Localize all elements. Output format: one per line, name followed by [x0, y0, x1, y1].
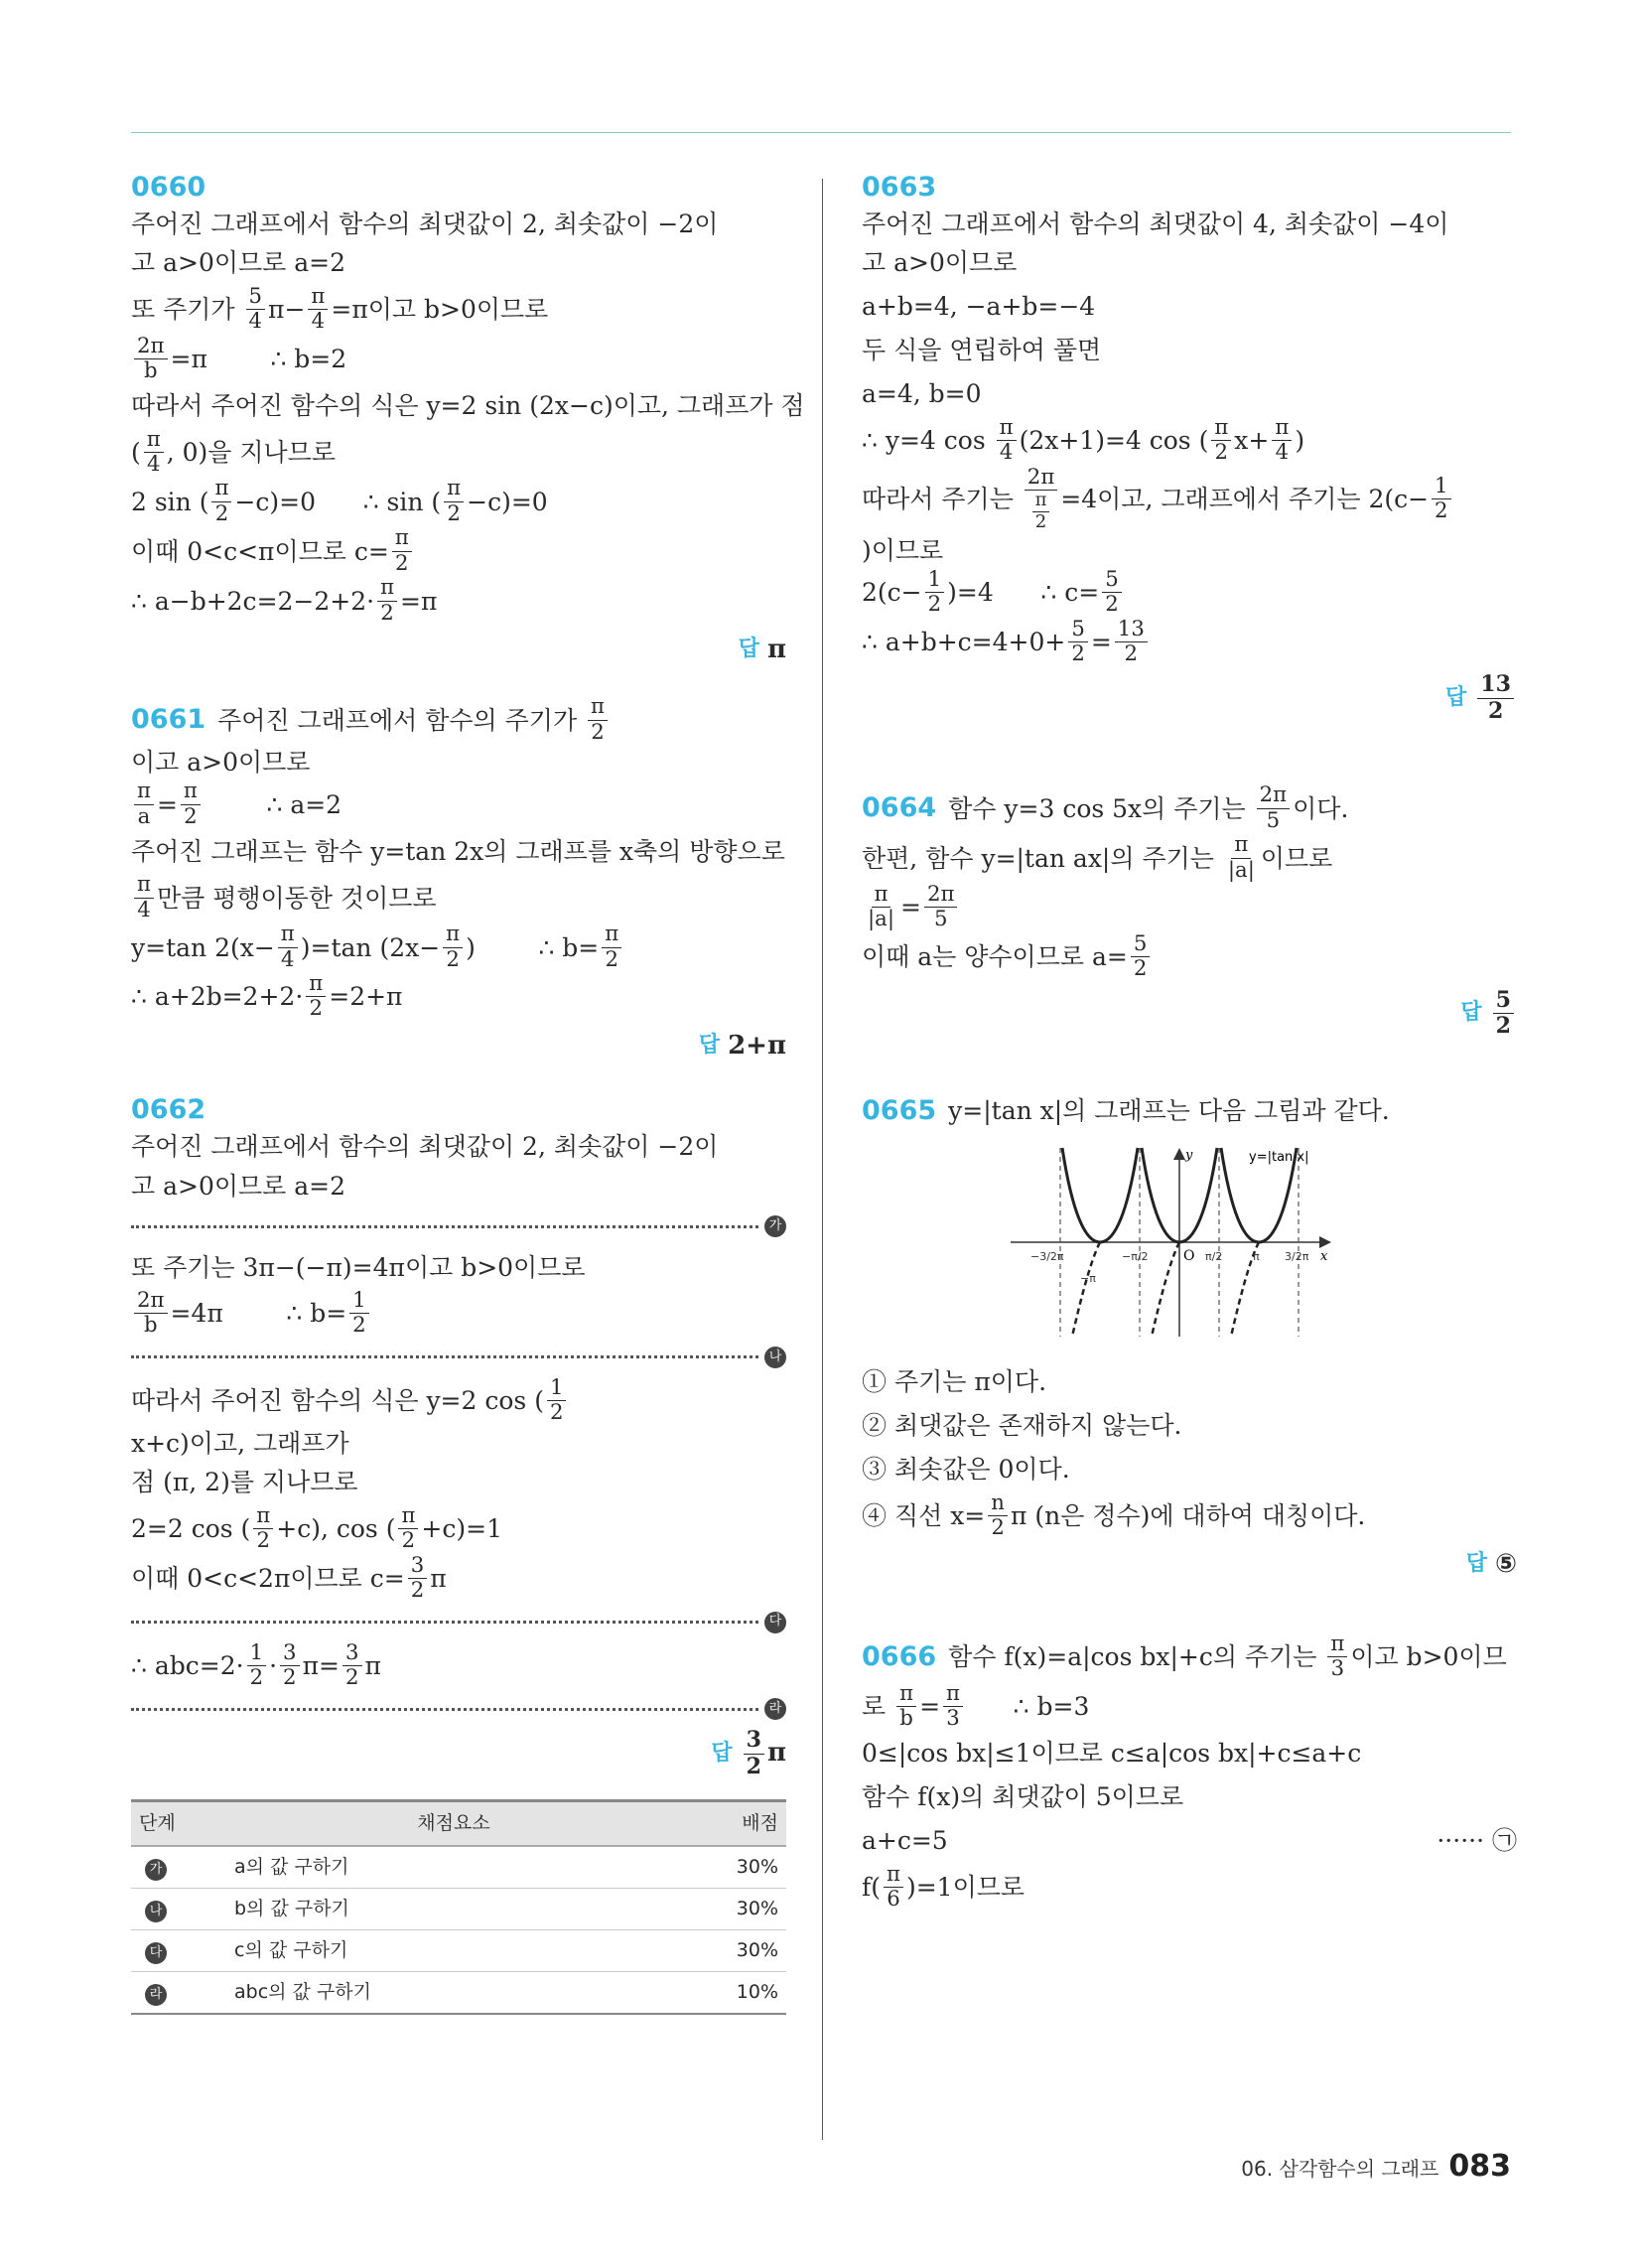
text: +c)=1: [421, 1514, 502, 1544]
text: )=1이므로: [905, 1872, 1026, 1902]
text: a=4, b=0: [862, 379, 982, 409]
step-separator: 나: [131, 1347, 786, 1368]
text: f(: [862, 1872, 882, 1902]
text: 한편, 함수 y=|tan ax|의 주기는: [862, 843, 1222, 873]
problem-number: 0665: [862, 1094, 937, 1126]
option: ④ 직선 x=: [862, 1500, 986, 1530]
text: π (n은 정수)에 대하여 대칭이다.: [1010, 1500, 1366, 1530]
text: 2=2 cos (: [131, 1514, 251, 1544]
text: ∴ abc=2·: [131, 1650, 244, 1680]
text: 주어진 그래프는 함수 y=tan 2x의 그래프를 x축의 방향으로: [131, 836, 785, 866]
curve-tan-negative: [1072, 1242, 1259, 1337]
fraction: $\frac{\pi}{2}$: [377, 576, 397, 626]
text: =: [156, 789, 178, 819]
text: 따라서 주기는: [862, 485, 1022, 514]
fraction: $\frac{1}{2}$: [547, 1376, 567, 1426]
text: +c), cos (: [276, 1514, 396, 1544]
text: 함수 y=3 cos 5x의 주기는: [948, 793, 1254, 823]
answer: 답 $\frac{5}{2}$: [862, 988, 1517, 1040]
header-item: 채점요소: [226, 1801, 681, 1846]
fraction: $\frac{1}{2}$: [1432, 475, 1451, 524]
fraction: $\frac{\pi}{2}$: [1211, 416, 1231, 466]
tick-label: π: [1253, 1249, 1260, 1263]
option: ② 최댓값은 존재하지 않는다.: [862, 1411, 1182, 1441]
step-separator: 라: [131, 1698, 786, 1720]
problem-number: 0661: [131, 704, 206, 736]
fraction: $\frac{\pi}{2}$: [588, 695, 608, 745]
page-footer: [1241, 2149, 1511, 2184]
text: π=: [302, 1650, 340, 1680]
fraction: $\frac{5}{2}$: [1102, 568, 1122, 618]
text: 이므로: [1260, 843, 1333, 873]
fraction: $\frac{\pi}{6}$: [884, 1863, 903, 1913]
text: 이다.: [1293, 793, 1349, 823]
fraction: $\frac{\pi}{|a|}$: [1227, 832, 1255, 883]
problem-number: 0664: [862, 792, 937, 824]
fraction: $\frac{2\pi}{b}$: [134, 335, 168, 384]
left-column: [131, 169, 805, 2015]
text: 고 a>0이므로 a=2: [131, 248, 346, 278]
text: 함수 f(x)의 최댓값이 5이므로: [862, 1782, 1184, 1812]
fraction: $\frac{\pi}{2}$: [181, 780, 201, 829]
text: ·: [269, 1650, 278, 1680]
table-row: 가 a의 값 구하기 30%: [131, 1846, 786, 1889]
table-row: 나 b의 값 구하기 30%: [131, 1888, 786, 1929]
fraction: $\frac{1}{2}$: [247, 1641, 267, 1691]
right-column: [862, 169, 1517, 1912]
text: ∴ a=2: [203, 789, 342, 819]
text: 이고 b>0이므: [1350, 1642, 1507, 1672]
answer: 답 $\frac{3}{2}$ π: [711, 1727, 786, 1779]
tick-label: π/2: [1205, 1249, 1223, 1263]
fraction: $\frac{\pi}{3}$: [943, 1682, 963, 1732]
fraction: $\frac{\pi}{2}$: [211, 477, 231, 526]
text: ∴ a+b+c=4+0+: [862, 627, 1066, 656]
text: ∴ y=4 cos: [862, 426, 994, 456]
text: π: [364, 1650, 381, 1680]
text: 이때 0<c<π이므로 c=: [131, 536, 389, 566]
text: 0≤|cos bx|≤1이므로 c≤a|cos bx|+c≤a+c: [862, 1739, 1362, 1769]
fraction: $\frac{\pi}{2}$: [253, 1504, 273, 1554]
fraction: $\frac{\pi}{4}$: [144, 428, 164, 478]
problem-0662: [131, 1091, 786, 2015]
text: =4π ∴ b=: [170, 1299, 347, 1329]
text: 주어진 그래프에서 함수의 최댓값이 2, 최솟값이 −2이: [131, 209, 719, 238]
problem-0661: [131, 695, 786, 1063]
text: ∴ a+2b=2+2·: [131, 982, 304, 1012]
tick-label: −π/2: [1122, 1249, 1149, 1263]
answer: 답 π: [738, 635, 786, 665]
fraction: $\frac{\pi}{|a|}$: [868, 881, 894, 932]
problem-number: 0666: [862, 1640, 937, 1672]
text: ) ∴ b=: [466, 932, 600, 962]
text: 두 식을 연립하여 풀면: [862, 336, 1102, 365]
fraction: $\frac{2\pi}{\frac{\pi}{2}}$: [1025, 466, 1058, 533]
fraction: $\frac{\pi}{4}$: [278, 922, 298, 972]
option: ③ 최솟값은 0이다.: [862, 1455, 1070, 1485]
tick-label: 3/2π: [1285, 1249, 1309, 1263]
y-axis-label: y: [1185, 1147, 1193, 1163]
fraction: $\frac{\pi}{2}$: [398, 1504, 418, 1554]
problem-0663: [862, 169, 1517, 724]
text: 만큼 평행이동한 것이므로: [156, 883, 437, 913]
text: 이때 0<c<2π이므로 c=: [131, 1564, 405, 1594]
fraction: $\frac{5}{2}$: [1068, 618, 1088, 667]
text: (: [131, 437, 141, 467]
problem-number: 0663: [862, 172, 937, 203]
text: π−: [268, 295, 306, 325]
option: ① 주기는 π이다.: [862, 1367, 1047, 1397]
fraction: $\frac{\pi}{2}$: [444, 477, 464, 526]
page-number: 083: [1448, 2149, 1511, 2184]
step-separator: 가: [131, 1215, 786, 1237]
problem-0665: [862, 1089, 1517, 1583]
fraction: $\frac{1}{2}$: [349, 1289, 369, 1339]
answer: 답 ⑤: [1465, 1549, 1517, 1580]
text: −c)=0: [467, 487, 548, 516]
fraction: $\frac{\pi}{3}$: [1327, 1632, 1347, 1682]
problem-0666: [862, 1632, 1517, 1913]
fraction: $\frac{2\pi}{5}$: [924, 883, 958, 932]
text: 2(c−: [862, 578, 922, 608]
x-axis-label: x: [1320, 1248, 1328, 1264]
text: 고 a>0이므로: [862, 248, 1018, 278]
table-row: 라 abc의 값 구하기 10%: [131, 1972, 786, 2015]
text: 주어진 그래프에서 함수의 주기가: [217, 705, 586, 735]
text: π: [430, 1564, 447, 1594]
top-rule: [131, 132, 1511, 133]
fraction: $\frac{\pi}{4}$: [134, 873, 154, 922]
problem-0660: [131, 169, 805, 667]
text: x+: [1234, 426, 1270, 456]
text: 이고 a>0이므로: [131, 748, 311, 778]
header-score: 배점: [681, 1801, 786, 1846]
problem-number: 0660: [131, 172, 206, 203]
text: 2 sin (: [131, 487, 209, 516]
text: )이므로: [862, 535, 944, 565]
text: =π ∴ b=2: [170, 345, 347, 374]
fraction: $\frac{\pi}{a}$: [134, 780, 154, 829]
text: =π이고 b>0이므로: [331, 295, 549, 325]
text: =4이고, 그래프에서 주기는 2(c−: [1060, 485, 1430, 514]
text: 고 a>0이므로 a=2: [131, 1171, 346, 1201]
text: =: [919, 1692, 941, 1722]
answer: 답 2+π: [698, 1030, 786, 1061]
tick-label: −π: [1080, 1271, 1096, 1285]
curve-label: y=|tan x|: [1249, 1149, 1309, 1165]
text: =2+π: [329, 982, 403, 1012]
fraction: $\frac{2\pi}{b}$: [134, 1289, 168, 1339]
fraction: $\frac{3}{2}$: [280, 1641, 300, 1691]
text: =: [1090, 627, 1112, 656]
column-divider: [822, 179, 823, 2140]
text: )=4 ∴ c=: [947, 578, 1100, 608]
problem-number: 0662: [131, 1094, 206, 1126]
problem-0664: [862, 783, 1517, 1039]
table-row: 다 c의 값 구하기 30%: [131, 1929, 786, 1971]
step-separator: 다: [131, 1612, 786, 1633]
text: (2x+1)=4 cos (: [1019, 426, 1209, 456]
text: 또 주기는 3π−(−π)=4π이고 b>0이므로: [131, 1252, 586, 1282]
fraction: $\frac{3}{2}$: [342, 1641, 362, 1691]
fraction: $\frac{\pi}{4}$: [308, 285, 328, 335]
text: ): [1295, 426, 1305, 456]
text: =: [900, 893, 921, 922]
abs-tan-graph: [1001, 1143, 1338, 1342]
text: 주어진 그래프에서 함수의 최댓값이 4, 최솟값이 −4이: [862, 209, 1449, 238]
text: 로: [862, 1692, 894, 1722]
equation-marker: ······ ㉠: [1437, 1826, 1517, 1856]
text: y=|tan x|의 그래프는 다음 그림과 같다.: [948, 1096, 1390, 1126]
text: 따라서 주어진 함수의 식은 y=2 cos (: [131, 1386, 544, 1416]
fraction: $\frac{\pi}{4}$: [997, 416, 1017, 466]
text: y=tan 2(x−: [131, 932, 275, 962]
fraction: $\frac{\pi}{2}$: [443, 922, 463, 972]
text: 따라서 주어진 함수의 식은 y=2 sin (2x−c)이고, 그래프가 점: [131, 391, 805, 421]
fraction: $\frac{5}{2}$: [1131, 932, 1151, 982]
fraction: $\frac{2\pi}{5}$: [1257, 783, 1291, 833]
origin-label: O: [1183, 1247, 1195, 1264]
fraction: $\frac{1}{2}$: [925, 568, 945, 618]
scoring-table: [131, 1799, 786, 2015]
text: =π: [400, 586, 438, 616]
text: )=tan (2x−: [300, 932, 441, 962]
tick-label: −3/2π: [1030, 1249, 1064, 1263]
fraction: $\frac{\pi}{4}$: [1272, 416, 1292, 466]
fraction: $\frac{\pi}{2}$: [392, 526, 412, 576]
text: x+c)이고, 그래프가: [131, 1428, 349, 1458]
text: , 0)을 지나므로: [166, 437, 336, 467]
fraction: $\frac{n}{2}$: [988, 1491, 1008, 1541]
text: 점 (π, 2)를 지나므로: [131, 1468, 358, 1497]
text: −c)=0 ∴ sin (: [234, 487, 442, 516]
chapter-title: 06. 삼각함수의 그래프: [1241, 2157, 1439, 2181]
header-step: 단계: [131, 1801, 226, 1846]
fraction: $\frac{\pi}{2}$: [306, 972, 326, 1022]
fraction: $\frac{13}{2}$: [1115, 618, 1148, 667]
text: a+c=5: [862, 1826, 948, 1856]
fraction: $\frac{5}{4}$: [246, 285, 266, 335]
fraction: $\frac{\pi}{b}$: [896, 1682, 916, 1732]
text: ∴ b=3: [966, 1692, 1090, 1722]
text: ∴ a−b+2c=2−2+2·: [131, 586, 375, 616]
text: 이때 a는 양수이므로 a=: [862, 942, 1128, 972]
fraction: $\frac{\pi}{2}$: [602, 922, 621, 972]
text: a+b=4, −a+b=−4: [862, 292, 1096, 322]
fraction: $\frac{3}{2}$: [408, 1554, 428, 1604]
text: 또 주기가: [131, 295, 243, 325]
answer: 답 $\frac{13}{2}$: [862, 672, 1517, 724]
text: 함수 f(x)=a|cos bx|+c의 주기는: [948, 1642, 1325, 1672]
text: 주어진 그래프에서 함수의 최댓값이 2, 최솟값이 −2이: [131, 1132, 719, 1161]
